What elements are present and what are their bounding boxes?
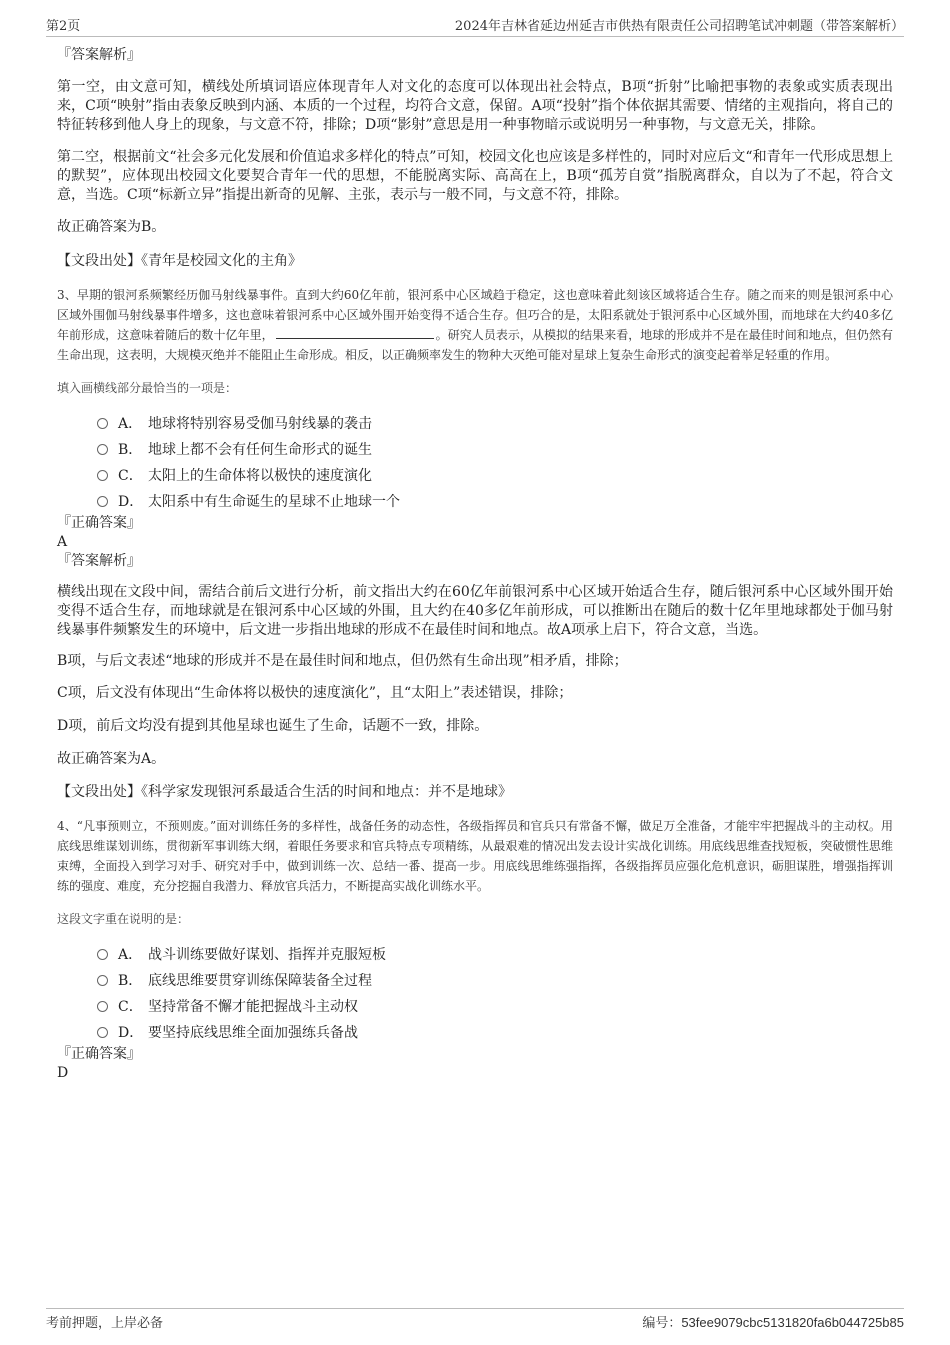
fill-blank: [276, 326, 434, 339]
radio-icon[interactable]: [97, 975, 108, 986]
radio-icon[interactable]: [97, 1001, 108, 1012]
question-4-stem: 这段文字重在说明的是：: [57, 912, 190, 926]
analysis-paragraph-d: D项，前后文均没有提到其他星球也诞生了生命，话题不一致，排除。: [57, 718, 489, 734]
question-4-text: 4、“凡事预则立，不预则废。”面对训练任务的多样性，战备任务的动态性，各级指挥员和官兵只有常备不懈，做足万全准备，才能牢牢把握战斗的主动权。用底线思维谋划训练，贯彻新军事训练大纲，着眼任务要求和官兵特点专项精练，从最艰难的情况出发去设计实战化训练。用底线思维查找短板，突破惯性思维束缚，全面投入到学习对手、研究对手中，做到训练一次、总结一番、提高一步。用底线思维练强指挥，各级指挥员应强化危机意识，砺胆谋胜，增强指挥训练的强度、难度，充分挖掘自我潜力、释放官兵活力，不断提高实战化训练水平。: [57, 819, 893, 893]
code-value: 53fee9079cbc5131820fa6b044725b85: [681, 1314, 904, 1330]
answer-analysis-label: 『答案解析』: [57, 553, 141, 569]
analysis-paragraph-b: B项，与后文表述“地球的形成并不是在最佳时间和地点，但仍然有生命出现”相矛盾，排除；: [57, 653, 628, 669]
correct-answer-label: 『正确答案』: [57, 1046, 141, 1062]
radio-icon[interactable]: [97, 444, 108, 455]
page-footer: [46, 1308, 904, 1333]
answer-analysis-label: 『答案解析』: [57, 47, 141, 63]
analysis-paragraph-1: 横线出现在文段中间，需结合前后文进行分析，前文指出大约在60亿年前银河系中心区域开始适合生存，随后银河系中心区域外围开始变得不适合生存，而地球就是在银河系中心区域的外围，且大约在40多亿年前形成，可以推断出在随后的数十亿年里地球都处于伽马射线暴事件频繁发生的环境中，后文进一步指出地球的形成不在最佳时间和地点。故A项承上启下，符合文意，当选。: [57, 584, 893, 638]
page-header: [46, 14, 904, 37]
radio-icon[interactable]: [97, 496, 108, 507]
correct-answer: A: [57, 534, 68, 550]
question-3-stem: 填入画横线部分最恰当的一项是：: [57, 381, 238, 395]
analysis-paragraph-2: 第二空，根据前文“社会多元化发展和价值追求多样化的特点”可知，校园文化也应该是多样性的，同时对应后文“和青年一代形成思想上的默契”，应体现出校园文化要契合青年一代的思想，不能脱离实际、高高在上，B项“孤芳自赏”指脱离群众，自以为了不起，符合文意，当选。C项“标新立异”指提出新奇的见解、主张，表示与一般不同，与文意不符，排除。: [57, 149, 893, 203]
option-a[interactable]: A． 地球将特别容易受伽马射线暴的袭击: [97, 410, 893, 436]
radio-icon[interactable]: [97, 949, 108, 960]
page-content: [57, 46, 893, 1083]
option-d[interactable]: D． 要坚持底线思维全面加强练兵备战: [97, 1019, 893, 1045]
question-4-options: [97, 941, 893, 1045]
radio-icon[interactable]: [97, 470, 108, 481]
question-3-text: [57, 285, 893, 365]
analysis-conclusion: 故正确答案为B。: [57, 219, 166, 235]
question-3-text-before: 3、早期的银河系频繁经历伽马射线暴事件。直到大约60亿年前，银河系中心区域趋于稳定，这也意味着此刻该区域将适合生存。随之而来的则是银河系中心区域外围伽马射线暴事件增多，这也意味着银河系中心区域外围开始变得不适合生存。但巧合的是，太阳系就处于银河系中心区域外围，而地球在大约40多亿年前形成，这意味着随后的数十亿年里，: [57, 288, 893, 342]
correct-answer-label: 『正确答案』: [57, 515, 141, 531]
option-b[interactable]: B． 地球上都不会有任何生命形式的诞生: [97, 436, 893, 462]
analysis-paragraph-c: C项，后文没有体现出“生命体将以极快的速度演化”，且“太阳上”表述错误，排除；: [57, 685, 573, 701]
footer-slogan: 考前押题，上岸必备: [46, 1315, 164, 1331]
question-3-text-after: 。研究人员表示，从模拟的结果来看，地球的形成并不是在最佳时间和地点，但仍然有生命出现，这表明，大规模灭绝并不能阻止生命形成。相反，以正确频率发生的物种大灭绝可能对星球上复杂生命形式的演变起着举足轻重的作用。: [57, 328, 893, 362]
analysis-conclusion: 故正确答案为A。: [57, 751, 166, 767]
option-c[interactable]: C． 坚持常备不懈才能把握战斗主动权: [97, 993, 893, 1019]
radio-icon[interactable]: [97, 1027, 108, 1038]
page-number: 第2页: [46, 19, 81, 34]
option-d[interactable]: D． 太阳系中有生命诞生的星球不止地球一个: [97, 488, 893, 514]
document-title: 2024年吉林省延边州延吉市供热有限责任公司招聘笔试冲刺题（带答案解析）: [454, 19, 904, 34]
code-label: 编号：: [642, 1315, 682, 1331]
document-code: [642, 1312, 904, 1331]
passage-source: 【文段出处】《青年是校园文化的主角》: [57, 253, 302, 269]
analysis-paragraph-1: 第一空，由文意可知，横线处所填词语应体现青年人对文化的态度可以体现出社会特点，B项“折射”比喻把事物的表象或实质表现出来，C项“映射”指由表象反映到内涵、本质的一个过程，均符合文意，保留。A项“投射”指个体依据其需要、情绪的主观指向，将自己的特征转移到他人身上的现象，与文意不符，排除；D项“影射”意思是用一种事物暗示或说明另一种事物，与文意无关，排除。: [57, 79, 893, 133]
option-b[interactable]: B． 底线思维要贯穿训练保障装备全过程: [97, 967, 893, 993]
correct-answer: D: [57, 1065, 69, 1081]
option-c[interactable]: C． 太阳上的生命体将以极快的速度演化: [97, 462, 893, 488]
radio-icon[interactable]: [97, 418, 108, 429]
question-3-options: [97, 410, 893, 514]
passage-source: 【文段出处】《科学家发现银河系最适合生活的时间和地点：并不是地球》: [57, 784, 512, 800]
option-a[interactable]: A． 战斗训练要做好谋划、指挥并克服短板: [97, 941, 893, 967]
